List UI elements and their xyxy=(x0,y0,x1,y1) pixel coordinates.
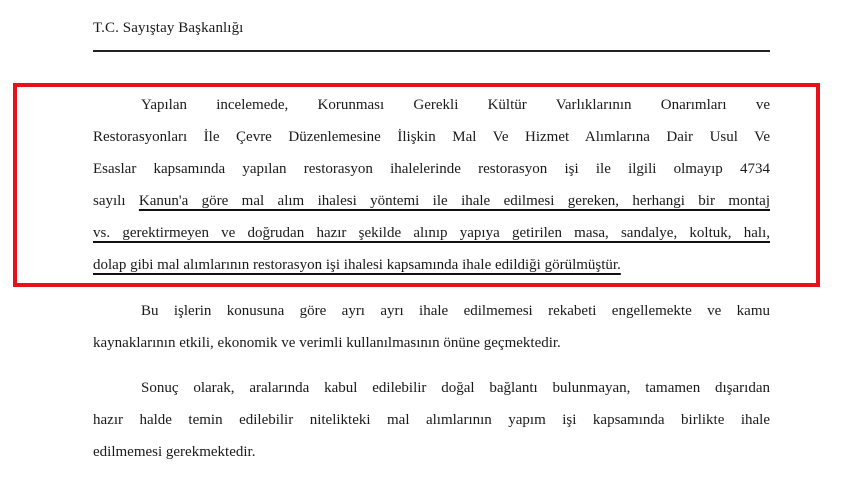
underlined-text: vs. gerektirmeyen ve doğrudan hazır şekilde alınıp yapıya getirilen masa, sandalye, koltuk, halı, xyxy=(93,225,770,241)
paragraph-line: Restorasyonları İle Çevre Düzenlemesine İlişkin Mal Ve Hizmet Alımlarına Dair Usul Ve xyxy=(93,129,770,145)
paragraph-line xyxy=(93,191,770,211)
paragraph-line: kaynaklarının etkili, ekonomik ve verimli kullanılmasının önüne geçmektedir. xyxy=(93,335,561,351)
paragraph-line xyxy=(93,223,770,243)
paragraph-line: Yapılan incelemede, Korunması Gerekli Kültür Varlıklarının Onarımları ve xyxy=(141,97,770,113)
paragraph-line: edilmemesi gerekmektedir. xyxy=(93,444,256,460)
paragraph-line: Esaslar kapsamında yapılan restorasyon ihalelerinde restorasyon işi ile ilgili olmayıp 4734 xyxy=(93,161,770,177)
paragraph-line: Sonuç olarak, aralarında kabul edilebilir doğal bağlantı bulunmayan, tamamen dışarıdan xyxy=(141,380,770,396)
document-header-title: T.C. Sayıştay Başkanlığı xyxy=(93,20,244,36)
header-divider xyxy=(93,50,770,52)
underlined-text: Kanun'a göre mal alım ihalesi yöntemi ile ihale edilmesi gereken, herhangi bir montaj xyxy=(138,193,770,209)
underlined-text: dolap gibi mal alımlarının restorasyon işi ihalesi kapsamında ihale edildiği görülmüştür. xyxy=(93,257,621,273)
paragraph-line: hazır halde temin edilebilir nitelikteki mal alımlarının yapım işi kapsamında birlikte ihale xyxy=(93,412,770,428)
paragraph-text: sayılı xyxy=(93,193,139,209)
paragraph-line: Bu işlerin konusuna göre ayrı ayrı ihale edilmemesi rekabeti engellemekte ve kamu xyxy=(141,303,770,319)
paragraph-line xyxy=(93,255,770,275)
